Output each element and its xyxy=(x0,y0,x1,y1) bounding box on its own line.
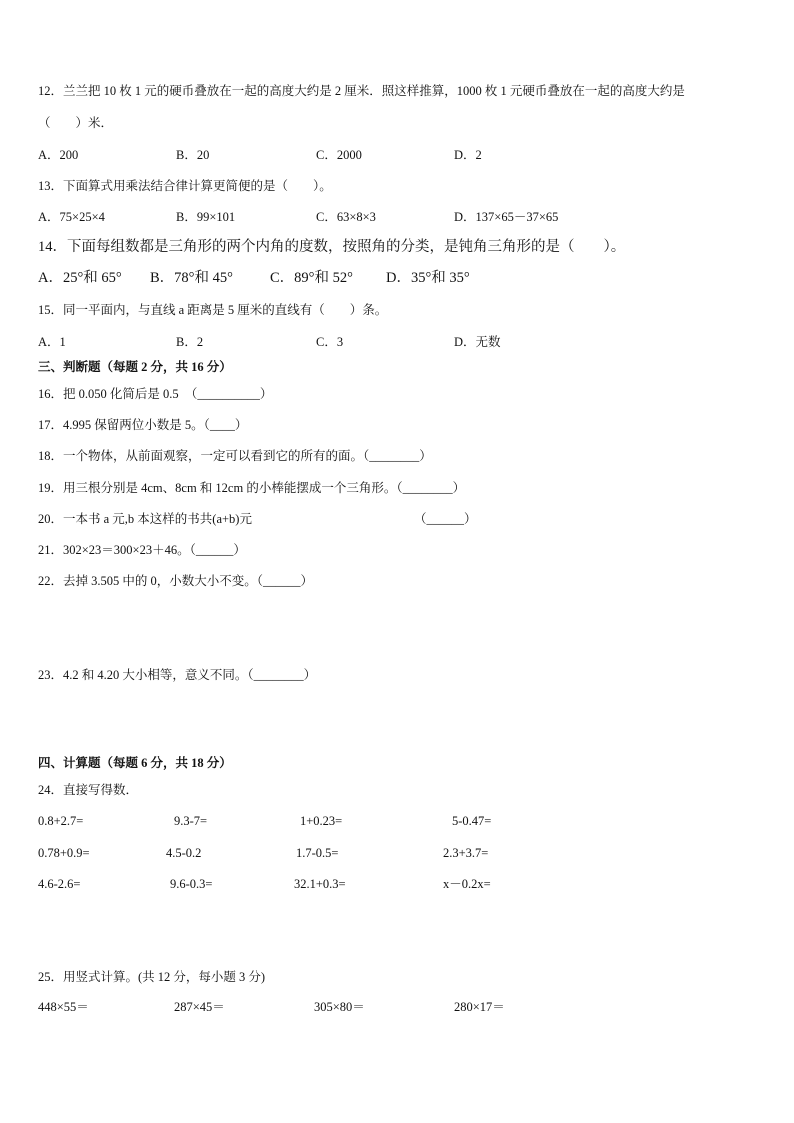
q15-stem: 15．同一平面内，与直线 a 距离是 5 厘米的直线有（ ）条。 xyxy=(38,303,388,317)
q12-option-b[interactable]: B．20 xyxy=(176,148,210,162)
q17: 17．4.995 保留两位小数是 5。（____） xyxy=(38,418,248,432)
q24-item: 9.3-7= xyxy=(174,814,208,828)
q18: 18．一个物体，从前面观察，一定可以看到它的所有的面。（________） xyxy=(38,449,432,463)
q12-stem-line1: 12．兰兰把 10 枚 1 元的硬币叠放在一起的高度大约是 2 厘米．照这样推算，1000 枚 1 元硬币叠放在一起的高度大约是 xyxy=(38,84,685,98)
q24-item: x－0.2x= xyxy=(443,877,491,891)
q13-option-a[interactable]: A．75×25×4 xyxy=(38,210,105,224)
q13-stem: 13．下面算式用乘法结合律计算更简便的是（ ）。 xyxy=(38,179,332,193)
q12-stem-line2: （ ）米． xyxy=(38,116,114,130)
q22: 22．去掉 3.505 中的 0，小数大小不变。（______） xyxy=(38,574,314,588)
q24-item: 0.78+0.9= xyxy=(38,846,90,860)
q24-item: 1+0.23= xyxy=(300,814,343,828)
q24-item: 4.5-0.2 xyxy=(166,846,202,860)
q20-text: 20．一本书 a 元,b 本这样的书共(a+b)元 xyxy=(38,512,252,526)
q23: 23．4.2 和 4.20 大小相等，意义不同。（________） xyxy=(38,668,317,682)
q25-item: 305×80＝ xyxy=(314,1000,365,1014)
section-calc-heading: 四、计算题（每题 6 分，共 18 分） xyxy=(38,756,232,770)
q15-option-d[interactable]: D．无数 xyxy=(454,335,501,349)
q24-item: 4.6-2.6= xyxy=(38,877,81,891)
q13-option-d[interactable]: D．137×65－37×65 xyxy=(454,210,559,224)
q15-option-c[interactable]: C．3 xyxy=(316,335,344,349)
q24-item: 2.3+3.7= xyxy=(443,846,489,860)
q25-item: 280×17＝ xyxy=(454,1000,505,1014)
q20-blank[interactable]: （______） xyxy=(414,512,477,526)
q24-item: 0.8+2.7= xyxy=(38,814,84,828)
q19: 19．用三根分别是 4cm、8cm 和 12cm 的小棒能摆成一个三角形。（________） xyxy=(38,481,466,495)
q14-option-b[interactable]: B．78°和 45° xyxy=(150,270,233,286)
q25-item: 448×55＝ xyxy=(38,1000,89,1014)
q14-option-c[interactable]: C．89°和 52° xyxy=(270,270,353,286)
q15-option-a[interactable]: A．1 xyxy=(38,335,66,349)
q24-title: 24．直接写得数． xyxy=(38,783,139,797)
section-judge-heading: 三、判断题（每题 2 分，共 16 分） xyxy=(38,360,232,374)
q15-option-b[interactable]: B．2 xyxy=(176,335,204,349)
q14-option-d[interactable]: D．35°和 35° xyxy=(386,270,470,286)
q24-item: 9.6-0.3= xyxy=(170,877,213,891)
q13-option-b[interactable]: B．99×101 xyxy=(176,210,236,224)
q16: 16．把 0.050 化简后是 0.5 （__________） xyxy=(38,387,273,401)
q13-option-c[interactable]: C．63×8×3 xyxy=(316,210,376,224)
q21: 21．302×23＝300×23＋46。（______） xyxy=(38,543,246,557)
q12-option-d[interactable]: D．2 xyxy=(454,148,482,162)
q12-option-a[interactable]: A．200 xyxy=(38,148,79,162)
q12-option-c[interactable]: C．2000 xyxy=(316,148,362,162)
q25-title: 25．用竖式计算。(共 12 分，每小题 3 分) xyxy=(38,970,266,984)
q24-item: 1.7-0.5= xyxy=(296,846,339,860)
q14-option-a[interactable]: A．25°和 65° xyxy=(38,270,122,286)
q24-item: 5-0.47= xyxy=(452,814,492,828)
q14-stem: 14．下面每组数都是三角形的两个内角的度数，按照角的分类，是钝角三角形的是（ ）。 xyxy=(38,239,626,255)
q25-item: 287×45＝ xyxy=(174,1000,225,1014)
q24-item: 32.1+0.3= xyxy=(294,877,346,891)
